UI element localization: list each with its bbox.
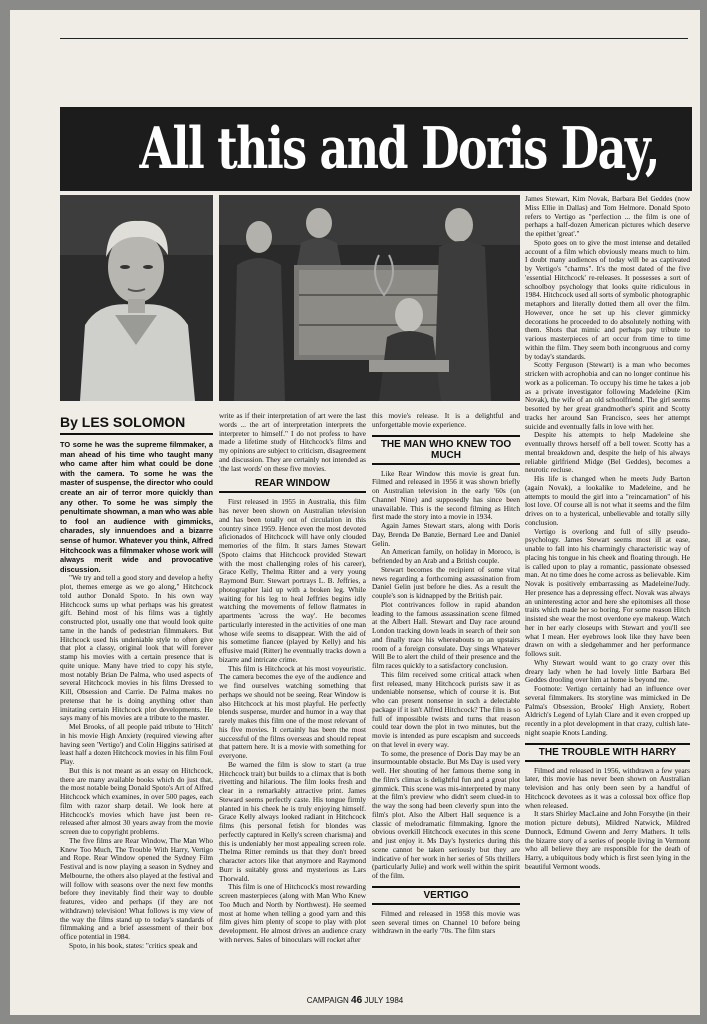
col3-paragraph: Like Rear Window this movie is great fun. Filmed and released in 1956 it was shown briefly on Australian television in the early '60s (on Channel Nine) and supposedly has since been unavailable. This is the second filming as Hitch first made the story into a movie in 1934. <box>372 468 520 522</box>
photo-film-scene <box>219 195 520 401</box>
subhead-man-who-knew: THE MAN WHO KNEW TOO MUCH <box>372 435 520 465</box>
col3-paragraph: Plot contrivances follow in rapid abandon leading to the famous assassination scene filmed at the Albert Hall. Stewart and Day race around London tracking down leads in search of their son and finally trace his whereabouts to an upstairs room of a foreign consulate. Day sings Whatever Will Be to alert the child of their presence and the film races quickly to a satisfactory conclusion. <box>372 599 520 670</box>
footer-date: JULY 1984 <box>364 996 404 1005</box>
col2-paragraph: This film is Hitchcock at his most voyeuristic. The camera becomes the eye of the audience and we find ourselves watching something that perhaps we should not be seeing. Rear Window is also Hitchcock at his most playful. He perfectly blends suspense, murder and humor in a way that rarely makes this film one of the most relevant of his five movies. It certainly has been the most successful of the films overseas and should repeat that pattern here. It is a movie with something for everyone. <box>219 663 366 760</box>
col4-paragraph: It stars Shirley MacLaine and John Forsythe (in their motion picture debuts), Mildred Natwick, Mildred Dunnock, Edmund Gwenn and Jerry Mathers. It tells the bizarre story of a series of people living in Vermont who all believe they are responsible for the death of Harry, a ubiquitous body which is first seen lying in the beautiful Vermont woods. <box>525 809 690 871</box>
film-scene-image <box>219 195 520 401</box>
photo-portrait <box>60 195 213 401</box>
footer-page-number: 46 <box>351 995 363 1006</box>
col2-paragraph: Be warned the film is slow to start (a true Hitchcock trait) but builds to a climax that is both rivetting and hilarious. The film looks fresh and clear in a remarkably attractive print. James Steward seems perfectly caste. His tongue firmly planted in his cheek he is truly enjoying himself. Grace Kelly always looked radiant in Hitchcock films (his personal fetish for blondes was perfectly captured in Kelly's screen charisma) and this is undeniably her most appealing screen role. Thelma Ritter reminds us that they don't breed character actors like that anymore and Raymond Burr is suitably gross and mysterious as Lars Thorwald. <box>219 759 366 883</box>
col4-paragraph: Despite his attempts to help Madeleine she eventually throws herself off a bell tower. Scotty has a mental breakdown and, despite the help of his always reliable girlfriend Midge (Bel Geddes), becomes a neurotic recluse. <box>525 430 690 475</box>
byline: By LES SOLOMON <box>60 414 213 435</box>
col3-paragraph: this movie's release. It is a delightful and unforgettable movie experience. <box>372 412 520 429</box>
col4-paragraph: Filmed and released in 1956, withdrawn a few years later, this movie has never been shown on Australian television and has only been seen by a handful of Hitchcock devotees as it was a colossal box office flop when released. <box>525 765 690 810</box>
col4-paragraph: Spoto goes on to give the most intense and detailed account of a film which obviously means much to him. I doubt many audiences of today will be as captivated by Vertigo's "charms". It's the most dated of the five 'essential Hitchcock' re-releases. It possesses a sort of schoolboy psychology that looks quite ridiculous in 1984. Hitchcock used all sorts of symbolic photographic metaphors and literally dotted them all over the film. However, once he set up his clever gimmicky decorations he proceeded to do absolutely nothing with them. Shots that mimic and perhaps pay tribute to various masterpieces of art occur from time to time within the film. They seem both incongruous and corny by today's standards. <box>525 237 690 361</box>
subhead-vertigo: VERTIGO <box>372 886 520 905</box>
portrait-image <box>60 195 213 401</box>
col3-paragraph: Filmed and released in 1958 this movie was seen several times on Channel 10 before being withdrawn in the early '70s. The film stars <box>372 908 520 936</box>
col2-paragraph: First released in 1955 in Australia, this film has never been shown on Australian television and has been totally out of circulation in this country since 1959. Hence even the most devoted aficionados of Hitchcock will have only clouded memories of the film. It stars James Stewart (Spoto claims that Hitchcock provided Stewart with the most challenging roles of his career), Grace Kelly, Thelma Ritter and a very young Raymond Burr. Stewart portrays L. B. Jeffries, a photographer laid up with a broken leg. While waiting for his leg to heal Jeffries begins idly watching the movements of fellow flatmates in apartments 'across the way'. He becomes particularly interested in the activities of one man whose wife seems to disappear. With the aid of his sometime fiancee (played by Kelly) and his effusive maid (Ritter) he eventually tracks down a bizarre and intricate crime. <box>219 497 366 664</box>
article-column-4 <box>525 195 690 988</box>
article-column-2 <box>219 412 366 988</box>
col2-paragraph: This film is one of Hitchcock's most rewarding screen masterpieces (along with Man Who Knew Too Much and North by Northwest). He seemed most at home when telling a good yarn and this film gives him plenty of scope to play with plot development. He almost drives an audience crazy with nerves. Sales of binoculars will rocket after <box>219 882 366 944</box>
col3-paragraph: An American family, on holiday in Moroco, is befriended by an Arab and a British couple. <box>372 547 520 565</box>
newspaper-page <box>10 10 700 1015</box>
top-rule <box>60 38 688 39</box>
col1-paragraph: Mel Brooks, of all people paid tribute to 'Hitch' in his movie High Anxiety (required viewing after having seen 'Vertigo') and Colin Higgins satirised at least half a dozen Hitchcock movies in his film Foul Play. <box>60 722 213 767</box>
col1-paragraph: Spoto, in his book, states: "critics speak and <box>69 940 198 950</box>
footer-publication: CAMPAIGN <box>306 996 349 1005</box>
col4-paragraph: Scotty Ferguson (Stewart) is a man who becomes stricken with acrophobia and can no longer continue his work as a policeman. To occupy his time he takes a job as a private investigator following Madeleine (Kim Novak), the wife of an old schoolfriend. The girl seems besotted by her great grandmother's spirit and Scotty tracks her around San Francisco, sees her attempt suicide and eventually falls in love with her. <box>525 360 690 431</box>
col4-paragraph: James Stewart, Kim Novak, Barbara Bel Geddes (now Miss Ellie in Dallas) and Tom Helmore. Donald Spoto refers to Vertigo as "perfection ... the film is one of perhaps a half-dozen American pictures which deserve the epithet 'great'." <box>525 195 690 238</box>
col4-paragraph: Why Stewart would want to go crazy over this dreary lady when he had lovely little Barbara Bel Geddes drooling over him at home is beyond me. <box>525 657 690 685</box>
col1-paragraph: But this is not meant as an essay on Hitchcock, there are many available books which do just that, the most notable being Donald Spoto's Art of Alfred Hitchcock which examines, in over 500 pages, each film with razor sharp detail. We look here at Hitchcock's movies which have just been re-released after almost 30 years away from the movie screen due to copyright problems. <box>60 765 213 837</box>
headline: All this and Doris Day, <box>139 115 659 182</box>
col4-paragraph: Footnote: Vertigo certainly had an influence over several filmmakers. Its storyline was mimicked in De Palma's Obsession, Brooks' High Anxiety, Robert Aldrich's Legend of Lylah Clare and it even cropped up recently in a plot development in that crazy, cultish late-night soapie Knots Landing. <box>525 684 690 737</box>
subhead-rear-window: REAR WINDOW <box>219 478 366 493</box>
headline-banner <box>60 107 692 191</box>
col3-paragraph: This film received some critical attack when first released, many Hitchcock purists saw it as undeniable nonsense, which of course it is. But who can present nonsense in such a delectable package if it isn't Alfred Hitchcock? The film is so full of impossible twists and turns that reason could tear down the plot in two minutes, but the movie is intended as pure escapism and succeeds on that level in every way. <box>372 669 520 749</box>
page-footer <box>10 995 700 1006</box>
col2-paragraph: write as if their interpretation of art were the last words ... the art of interpretation interprets the interpreter to himself." I do not profess to have made a lifetime study of Hitchcock's films and my opinions are subject to criticism, disagreement and discussion. They are certainly not intended as 'the last words' on these five movies. <box>219 412 366 473</box>
col3-paragraph: To some, the presence of Doris Day may be an insurmountable obstacle. But Ms Day is used very well. Her shouting of her famous theme song in the film's climax is delightful fun and a great plot gimmick. This scene was mis-interpreted by many at the film's preview who didn't seem clued-in to the way the song had been cleverly spun into the film's plot. Also the Albert Hall sequence is a classic of melodramatic filmmaking. Ignore the obvious overkill Hitchcock executes in this scene and just enjoy it. Ms Day's hysterics during this scene cannot be taken seriously but they are indicative of her work in her series of 50s thrillers (particularly Julie) and work well within the spirit of the film. <box>372 748 520 880</box>
article-column-3 <box>372 412 520 988</box>
col1-paragraph: The five films are Rear Window, The Man Who Knew Too Much, The Trouble With Harry, Vertigo and Rope. Rear Window opened the Sydney Film Festival and is now playing a season in Sydney and Melbourne, the others also played at the festival and will follow with seasons over the next few months before they inevitably find their way to double features, video and perhaps (if they are not withdrawn) television! What follows is my view of the way the films stand up to today's standards of filmmaking and a brief assessment of their box office potential in 1984. <box>60 835 213 942</box>
col4-paragraph: Vertigo is overlong and full of silly pseudo-psychology. James Stewart seems most ill at ease, unable to fall into his charmingly characteristic way of placing his tongue in his cheek and floating through. He is called upon to play a romantic, passionate obsessed man. At no time does he come across as believable. Kim Novak is positively embarrassing as Madeleine/Judy. Her presence has a depressing effect. Novak was always an uninteresting actor and here she epitomises all those traits which made her so boring. For some reason Hitch insisted she wear the most overdone eye makeup. Watch her in her early closeups with Stewart and you'll see what I mean. Her eyebrows look like they have been drawn on with a sledgehammer and her performance follows suit. <box>525 526 690 658</box>
col3-paragraph: Again James Stewart stars, along with Doris Day, Brenda De Banzie, Bernard Lee and Daniel Gelin. <box>372 521 520 548</box>
col4-paragraph: His life is changed when he meets Judy Barton (again Novak), a lookalike to Madeleine, and he attempts to mould the girl into a "reincarnation" of his lost love. Of course all is not what it seems and the film drives on to a hysterical, unbelievable and totally silly conclusion. <box>525 474 690 527</box>
subhead-trouble-with-harry: THE TROUBLE WITH HARRY <box>525 743 690 762</box>
col3-paragraph: Stewart becomes the recipient of some vital news regarding a forthcoming assassination from Daniel Gelin just before he dies. As a result the couple's son is kidnapped by the British pair. <box>372 564 520 600</box>
intro-paragraph: TO some he was the supreme filmmaker, a man ahead of his time who taught many who came after him what could be done with the camera. To some he was the master of suspense, the director who could create an air of terror more quickly than any other. To some he was simply the penultimate showman, a man who was able to fool an audience with gimmicks, charades, sly innuendoes and a bizarre sense of humor. Whatever you think, Alfred Hitchcock was a filmmaker whose work will always merit wide and provocative discussion. <box>60 440 213 574</box>
article-column-1 <box>60 414 213 986</box>
col1-paragraph: "We try and tell a good story and develop a hefty plot, themes emerge as we go along," Hitchcock told author Donald Spoto. In his own way Hitchcock sums up what perhaps was his greatest gift. Behind most of his films was a tightly constructed plot, usually one that would look quite tame in the hands of pedestrian filmmakers. But Hitchcock used his undeniable style to often give that plot a classy, original look that will forever stamp his movies with a certain presence that is quite unique. Many have tried to copy his style, most notably Brian De Palma, who used aspects of several Hitchcock movies in his films Dressed to Kill, Obsession and Carrie. De Palma makes no pretense that he is doing anything other than imitating certain Hitchcock plot developments. He says many of his movies are a tribute to the master. <box>60 573 213 723</box>
